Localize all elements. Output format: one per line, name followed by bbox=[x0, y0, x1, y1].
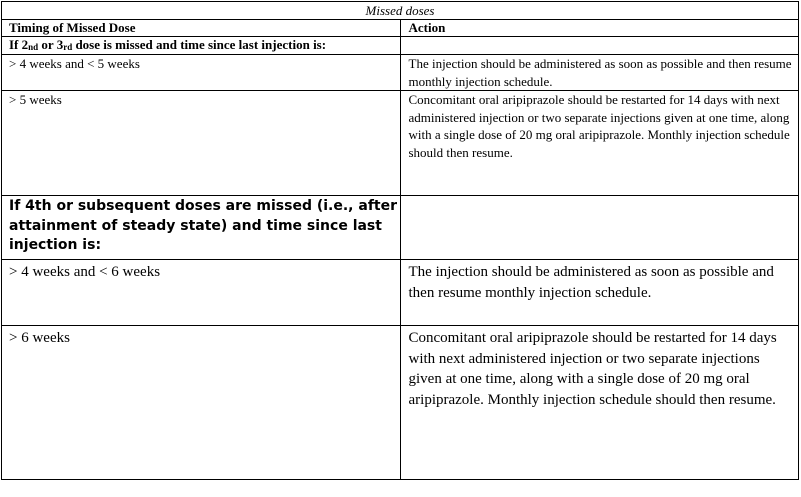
action-cell: The injection should be administered as soon as possible and then resume monthly injection schedule. bbox=[400, 55, 799, 91]
timing-cell: > 6 weeks bbox=[2, 326, 401, 480]
group2-heading: If 4th or subsequent doses are missed (i.e., after attainment of steady state) and time since last injection is: bbox=[2, 196, 401, 260]
group1-or: or 3 bbox=[38, 37, 64, 52]
group1-rd: rd bbox=[63, 42, 73, 52]
group1-heading bbox=[2, 37, 401, 55]
group2-empty-cell bbox=[400, 196, 799, 260]
group1-suffix: dose is missed and time since last injection is: bbox=[72, 37, 327, 52]
group1-prefix: If 2 bbox=[9, 37, 29, 52]
header-action: Action bbox=[400, 20, 799, 37]
table-row bbox=[2, 55, 799, 91]
action-cell: The injection should be administered as soon as possible and then resume monthly injection schedule. bbox=[400, 260, 799, 326]
caption-row bbox=[2, 2, 799, 20]
action-cell: Concomitant oral aripiprazole should be restarted for 14 days with next administered injection or two separate injections given at one time, along with a single dose of 20 mg oral aripiprazole. Monthly injection schedule should then resume. bbox=[400, 91, 799, 196]
group1-nd: nd bbox=[28, 42, 39, 52]
group1-row bbox=[2, 37, 799, 55]
action-cell: Concomitant oral aripiprazole should be restarted for 14 days with next administered injection or two separate injections given at one time, along with a single dose of 20 mg oral aripiprazole. Monthly injection schedule should then resume. bbox=[400, 326, 799, 480]
missed-doses-table bbox=[1, 1, 799, 480]
table-row bbox=[2, 326, 799, 480]
timing-cell: > 4 weeks and < 5 weeks bbox=[2, 55, 401, 91]
timing-cell: > 4 weeks and < 6 weeks bbox=[2, 260, 401, 326]
group2-row bbox=[2, 196, 799, 260]
header-timing: Timing of Missed Dose bbox=[2, 20, 401, 37]
table-caption: Missed doses bbox=[2, 2, 799, 20]
header-row bbox=[2, 20, 799, 37]
table-row bbox=[2, 91, 799, 196]
group1-empty-cell bbox=[400, 37, 799, 55]
table-row bbox=[2, 260, 799, 326]
timing-cell: > 5 weeks bbox=[2, 91, 401, 196]
